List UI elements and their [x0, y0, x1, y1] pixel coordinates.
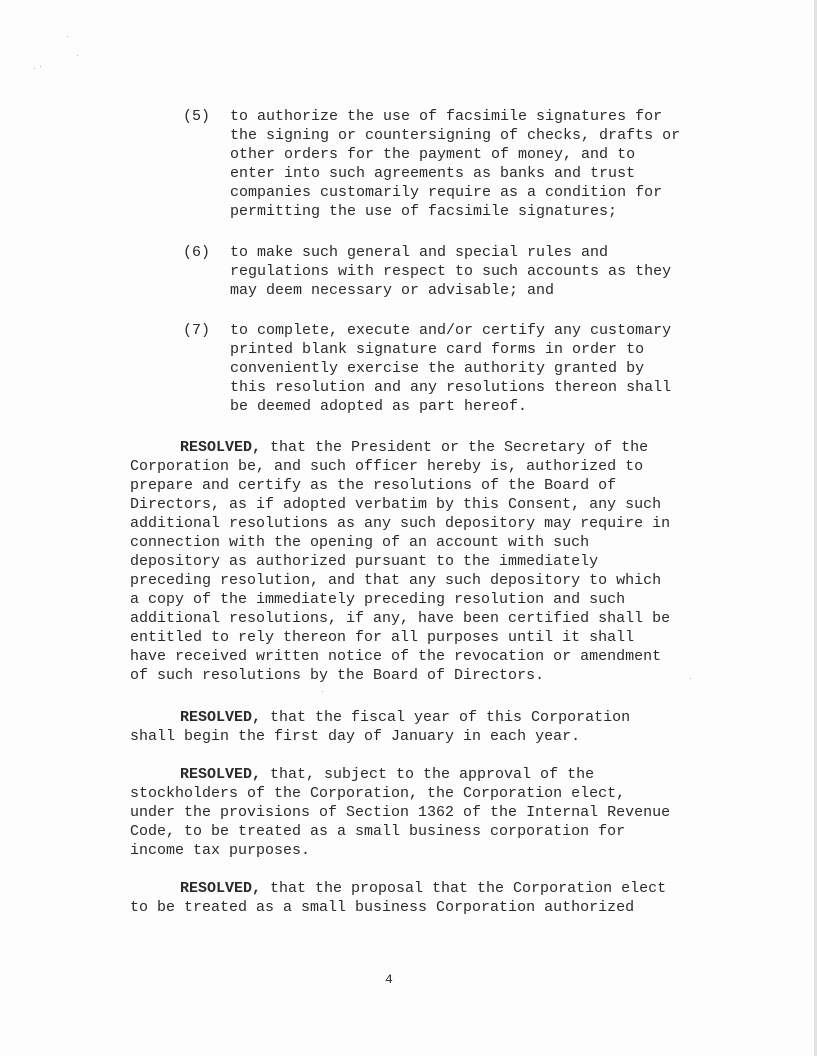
resolved-label: RESOLVED,	[180, 439, 262, 456]
scan-speck	[40, 66, 41, 67]
paragraph-line: additional resolutions, if any, have been certified shall be	[130, 610, 671, 627]
paragraph-line: entitled to rely thereon for all purposes until it shall	[130, 629, 635, 646]
paragraph-line: to be treated as a small business Corporation authorized	[130, 899, 635, 916]
paragraph-text: that, subject to the approval of the	[261, 766, 595, 783]
paragraph-line: connection with the opening of an account with such	[130, 534, 590, 551]
paragraph-text: that the fiscal year of this Corporation	[261, 709, 631, 726]
list-item-number: (5)	[183, 108, 211, 125]
paragraph-line: Code, to be treated as a small business corporation for	[130, 823, 626, 840]
list-item-line: other orders for the payment of money, and to	[230, 146, 636, 163]
paragraph-line: have received written notice of the revocation or amendment	[130, 648, 662, 665]
scan-speck	[322, 691, 323, 692]
list-item-6	[183, 243, 723, 300]
list-item-line: this resolution and any resolutions thereon shall	[230, 379, 672, 396]
paragraph-first-line	[130, 765, 730, 784]
paragraph-line: a copy of the immediately preceding resolution and such	[130, 591, 626, 608]
resolution-paragraph-section-1362	[130, 765, 730, 860]
paragraph-line: prepare and certify as the resolutions of the Board of	[130, 477, 617, 494]
list-item-line: to complete, execute and/or certify any customary	[230, 322, 672, 339]
paragraph-line: preceding resolution, and that any such depository to which	[130, 572, 662, 589]
resolution-paragraph-fiscal-year	[130, 708, 730, 746]
list-item-line: may deem necessary or advisable; and	[230, 282, 555, 299]
list-item-line: be deemed adopted as part hereof.	[230, 398, 528, 415]
paragraph-first-line	[130, 438, 730, 457]
list-item-line: the signing or countersigning of checks, drafts or	[230, 127, 681, 144]
resolved-label: RESOLVED,	[180, 709, 262, 726]
list-item-line: enter into such agreements as banks and trust	[230, 165, 636, 182]
paragraph-first-line	[130, 879, 730, 898]
list-item-number: (7)	[183, 322, 211, 339]
list-item-line: companies customarily require as a condition for	[230, 184, 663, 201]
scan-speck	[34, 68, 35, 69]
paragraph-line: stockholders of the Corporation, the Corporation elect,	[130, 785, 626, 802]
paragraph-line: depository as authorized pursuant to the immediately	[130, 553, 599, 570]
list-item-5	[183, 107, 723, 221]
scan-speck	[67, 36, 68, 37]
paragraph-line: shall begin the first day of January in each year.	[130, 728, 581, 745]
paragraph-line: under the provisions of Section 1362 of the Internal Revenue	[130, 804, 671, 821]
paragraph-line: additional resolutions as any such depository may require in	[130, 515, 671, 532]
scan-speck	[77, 55, 78, 56]
list-item-line: printed blank signature card forms in order to	[230, 341, 645, 358]
resolved-label: RESOLVED,	[180, 766, 262, 783]
resolution-paragraph-depository-resolutions	[130, 438, 730, 685]
paragraph-line: income tax purposes.	[130, 842, 311, 859]
paragraph-text: that the President or the Secretary of the	[261, 439, 649, 456]
list-item-line: conveniently exercise the authority granted by	[230, 360, 645, 377]
paragraph-text: that the proposal that the Corporation elect	[261, 880, 667, 897]
list-item-line: to authorize the use of facsimile signatures for	[230, 108, 663, 125]
list-item-line: to make such general and special rules and	[230, 244, 609, 261]
resolved-label: RESOLVED,	[180, 880, 262, 897]
page-number: 4	[385, 972, 393, 987]
list-item-7	[183, 321, 723, 416]
list-item-line: permitting the use of facsimile signatures;	[230, 203, 618, 220]
list-item-number: (6)	[183, 244, 211, 261]
paragraph-first-line	[130, 708, 730, 727]
paragraph-line: Corporation be, and such officer hereby is, authorized to	[130, 458, 644, 475]
paragraph-line: of such resolutions by the Board of Directors.	[130, 667, 545, 684]
resolution-paragraph-small-business-proposal	[130, 879, 730, 917]
paragraph-line: Directors, as if adopted verbatim by this Consent, any such	[130, 496, 662, 513]
list-item-line: regulations with respect to such accounts as they	[230, 263, 672, 280]
